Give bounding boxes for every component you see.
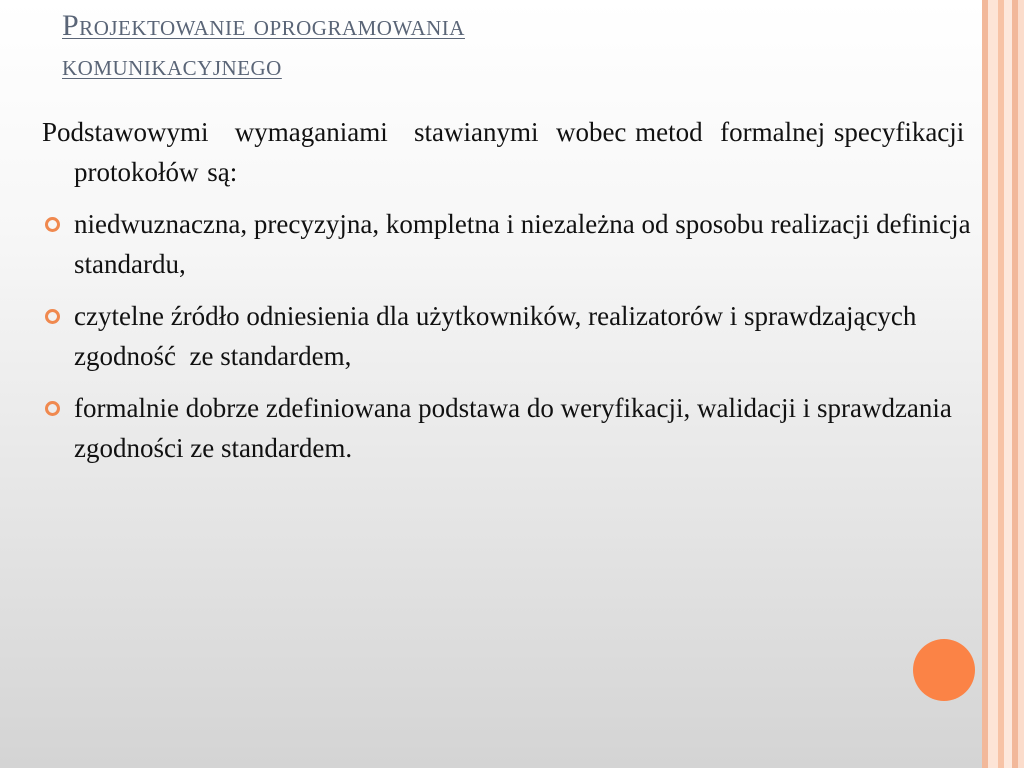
bullet-text: czytelne źródło odniesienia dla użytkowników, realizatorów i sprawdzających zgodność ze standardem, xyxy=(74,301,924,371)
right-border-stripe xyxy=(1004,0,1012,768)
slide-title-line: Projektowanie oprogramowania xyxy=(62,9,465,42)
intro-paragraph: Podstawowymi wymaganiami stawianymi wobec metod formalnej specyfikacji protokołów są: xyxy=(42,117,974,187)
bullet-item xyxy=(42,388,972,468)
slide-title xyxy=(62,6,942,86)
bullet-item xyxy=(42,296,972,376)
decorative-orange-circle xyxy=(913,639,975,701)
slide-title-line: komunikacyjnego xyxy=(62,49,282,82)
right-border-stripe xyxy=(988,0,998,768)
right-border-stripe xyxy=(1018,0,1024,768)
bullet-list xyxy=(42,204,972,468)
slide-body xyxy=(42,112,972,480)
bullet-text: formalnie dobrze zdefiniowana podstawa do weryfikacji, walidacji i sprawdzania zgodności ze standardem. xyxy=(74,393,952,463)
bullet-circle-icon xyxy=(45,401,60,416)
bullet-circle-icon xyxy=(45,309,60,324)
bullet-text: niedwuznaczna, precyzyjna, kompletna i niezależna od sposobu realizacji definicja standardu, xyxy=(74,209,971,279)
bullet-item xyxy=(42,204,972,284)
bullet-circle-icon xyxy=(45,217,60,232)
